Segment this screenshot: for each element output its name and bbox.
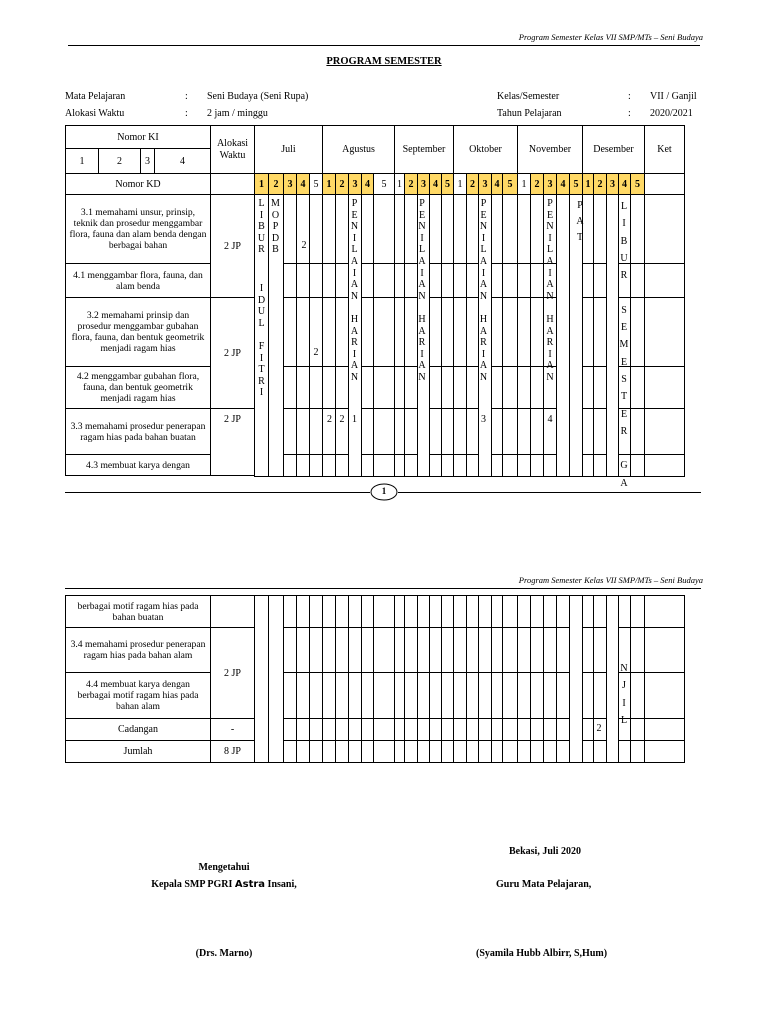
week-number: 2 bbox=[530, 173, 544, 195]
week-cell bbox=[517, 595, 531, 628]
week-number: 5 bbox=[441, 173, 454, 195]
week-cell-merged bbox=[268, 595, 284, 763]
nomor-kd-header: Nomor KD bbox=[65, 173, 211, 195]
libur-semester-vertical: L I B U R S E M E S T E R G A bbox=[619, 201, 629, 489]
week-cell bbox=[453, 297, 467, 367]
week-cell bbox=[517, 672, 531, 719]
week-number: 3 bbox=[417, 173, 430, 195]
week-cell bbox=[644, 366, 685, 409]
week-number: 3 bbox=[283, 173, 297, 195]
week-cell bbox=[517, 627, 531, 673]
week-cell bbox=[453, 263, 467, 298]
ki-2: 2 bbox=[98, 148, 141, 174]
week-cell bbox=[404, 408, 418, 455]
ki-1: 1 bbox=[65, 148, 99, 174]
week-cell bbox=[296, 595, 310, 628]
week-cell bbox=[296, 672, 310, 719]
week-cell bbox=[644, 263, 685, 298]
week-cell bbox=[530, 595, 544, 628]
week-cell bbox=[296, 408, 310, 455]
week-cell bbox=[502, 194, 518, 264]
week-cell bbox=[530, 408, 544, 455]
week-number: 1 bbox=[322, 173, 336, 195]
libur-vertical: L I B U R bbox=[257, 198, 266, 256]
week-cell bbox=[530, 454, 544, 477]
week-cell bbox=[543, 740, 557, 763]
pat-vertical: P A T bbox=[576, 200, 584, 243]
week-cell bbox=[543, 454, 557, 477]
week-cell bbox=[373, 740, 395, 763]
week-cell bbox=[630, 672, 645, 719]
week-cell bbox=[283, 297, 297, 367]
kepala-name: (Drs. Marno) bbox=[195, 948, 253, 959]
week-cell bbox=[296, 740, 310, 763]
week-cell bbox=[593, 366, 607, 409]
week-cell bbox=[335, 263, 349, 298]
week-cell bbox=[543, 627, 557, 673]
week-cell bbox=[322, 740, 336, 763]
guru-name: (Syamila Hubb Albirr, S,Hum) bbox=[476, 948, 608, 959]
info-mapel-value: Seni Budaya (Seni Rupa) bbox=[207, 91, 309, 102]
info-colon: : bbox=[185, 108, 188, 119]
week-cell bbox=[593, 595, 607, 628]
week-cell bbox=[309, 740, 323, 763]
week-cell bbox=[556, 672, 570, 719]
mopdb-vertical: M O P D B bbox=[271, 198, 280, 256]
kepala-prefix: Kepala SMP PGRI bbox=[151, 879, 235, 890]
ket-kd-blank bbox=[644, 173, 685, 195]
week-cell bbox=[644, 454, 685, 477]
week-cell bbox=[630, 263, 645, 298]
week-cell bbox=[283, 194, 297, 264]
week-cell bbox=[453, 408, 467, 455]
week-cell bbox=[335, 194, 349, 264]
cadangan-label: Cadangan bbox=[65, 718, 211, 741]
week-number: 3 bbox=[543, 173, 557, 195]
week-cell bbox=[322, 297, 336, 367]
week-cell bbox=[322, 595, 336, 628]
footer-rule-right bbox=[398, 492, 701, 493]
week-cell bbox=[644, 408, 685, 455]
week-cell bbox=[478, 595, 492, 628]
week-cell bbox=[404, 672, 418, 719]
info-colon: : bbox=[185, 91, 188, 102]
week-cell bbox=[404, 454, 418, 477]
week-cell bbox=[453, 194, 467, 264]
mengetahui-label: Mengetahui bbox=[198, 862, 250, 873]
header-rule bbox=[68, 45, 700, 46]
footer-rule-left bbox=[65, 492, 370, 493]
info-mapel-label: Mata Pelajaran bbox=[65, 91, 126, 102]
week-cell bbox=[517, 718, 531, 741]
ki-4: 4 bbox=[154, 148, 211, 174]
page-number: 1 bbox=[381, 486, 387, 496]
week-cell bbox=[644, 672, 685, 719]
week-cell bbox=[556, 740, 570, 763]
week-cell bbox=[530, 366, 544, 409]
week-cell bbox=[283, 595, 297, 628]
week-cell bbox=[530, 627, 544, 673]
penilaian-harian-september: P E N I L A I A N H A R I A N bbox=[418, 198, 426, 383]
week-number: 5 bbox=[502, 173, 518, 195]
jumlah-label: Jumlah bbox=[65, 740, 211, 763]
week-cell bbox=[630, 194, 645, 264]
week-number: 2 bbox=[404, 173, 418, 195]
week-cell bbox=[502, 672, 518, 719]
cell-value: 2 bbox=[339, 414, 345, 425]
week-cell bbox=[593, 672, 607, 719]
week-cell bbox=[593, 627, 607, 673]
week-cell bbox=[296, 718, 310, 741]
kd-row-4-4: 4.4 membuat karya dengan berbagai motif ragam hias pada bahan alam bbox=[65, 672, 211, 719]
info-kelas-label: Kelas/Semester bbox=[497, 91, 560, 102]
cell-value: 3 bbox=[481, 414, 486, 425]
week-cell bbox=[335, 297, 349, 367]
cell-value: 2 bbox=[327, 414, 332, 425]
cell-value: 2 bbox=[313, 347, 319, 358]
jumlah-jp: 8 JP bbox=[210, 740, 255, 763]
alokasi-jp-1: 2 JP bbox=[210, 194, 255, 298]
week-number: 2 bbox=[335, 173, 349, 195]
week-cell bbox=[644, 740, 685, 763]
week-cell bbox=[373, 595, 395, 628]
kepala-suffix: Insani, bbox=[265, 879, 297, 890]
week-cell bbox=[478, 627, 492, 673]
week-cell bbox=[322, 194, 336, 264]
week-cell-merged bbox=[569, 595, 583, 763]
info-tahun-label: Tahun Pelajaran bbox=[497, 108, 562, 119]
penilaian-harian-oktober: P E N I L A I A N H A R I A N bbox=[479, 198, 488, 383]
week-cell bbox=[517, 408, 531, 455]
info-colon: : bbox=[628, 108, 631, 119]
week-cell bbox=[309, 454, 323, 477]
week-cell bbox=[309, 627, 323, 673]
week-cell bbox=[373, 718, 395, 741]
week-cell bbox=[502, 366, 518, 409]
alokasi-kd-blank bbox=[210, 173, 255, 195]
week-cell bbox=[283, 366, 297, 409]
week-cell bbox=[543, 672, 557, 719]
week-number: 5 bbox=[309, 173, 323, 195]
week-cell bbox=[593, 194, 607, 264]
week-cell bbox=[309, 263, 323, 298]
week-cell bbox=[517, 454, 531, 477]
week-cell bbox=[502, 263, 518, 298]
week-cell bbox=[556, 627, 570, 673]
week-cell bbox=[283, 718, 297, 741]
month-header: Oktober bbox=[453, 125, 518, 174]
week-cell bbox=[453, 454, 467, 477]
week-number: 1 bbox=[582, 173, 594, 195]
week-cell bbox=[593, 408, 607, 455]
week-number: 4 bbox=[556, 173, 570, 195]
week-cell bbox=[335, 595, 349, 628]
week-cell bbox=[630, 454, 645, 477]
week-cell bbox=[404, 595, 418, 628]
week-cell bbox=[335, 718, 349, 741]
month-header: Agustus bbox=[322, 125, 395, 174]
week-cell bbox=[309, 595, 323, 628]
week-cell bbox=[322, 627, 336, 673]
week-cell bbox=[309, 718, 323, 741]
month-header: Juli bbox=[254, 125, 323, 174]
week-cell bbox=[296, 366, 310, 409]
penilaian-harian-november: P E N I L A I A N H A R I A N bbox=[546, 198, 554, 383]
kd-row-4-3: 4.3 membuat karya dengan bbox=[65, 454, 211, 476]
week-number: 3 bbox=[478, 173, 492, 195]
week-cell bbox=[453, 627, 467, 673]
week-cell bbox=[530, 297, 544, 367]
week-cell bbox=[309, 672, 323, 719]
week-cell bbox=[335, 366, 349, 409]
week-cell bbox=[593, 263, 607, 298]
week-cell bbox=[322, 263, 336, 298]
week-cell bbox=[517, 366, 531, 409]
page-header: Program Semester Kelas VII SMP/MTs – Seni Budaya bbox=[518, 575, 703, 585]
week-number: 2 bbox=[466, 173, 479, 195]
info-alokasi-value: 2 jam / minggu bbox=[207, 108, 268, 119]
week-number: 2 bbox=[593, 173, 607, 195]
week-cell bbox=[530, 740, 544, 763]
week-cell bbox=[530, 718, 544, 741]
week-cell bbox=[630, 595, 645, 628]
week-cell bbox=[296, 194, 310, 264]
week-cell bbox=[373, 672, 395, 719]
week-cell bbox=[502, 595, 518, 628]
week-number: 4 bbox=[491, 173, 503, 195]
week-cell bbox=[348, 627, 362, 673]
ket-header: Ket bbox=[644, 125, 685, 174]
place-date: Bekasi, Juli 2020 bbox=[509, 846, 581, 857]
week-cell-merged bbox=[556, 194, 570, 477]
month-header: Desember bbox=[582, 125, 645, 174]
week-cell bbox=[309, 408, 323, 455]
week-cell bbox=[530, 263, 544, 298]
alokasi-jp-3-text: 2 JP bbox=[224, 414, 241, 425]
week-cell bbox=[335, 740, 349, 763]
week-cell bbox=[335, 627, 349, 673]
week-cell bbox=[335, 672, 349, 719]
info-kelas-value: VII / Ganjil bbox=[650, 91, 697, 102]
kd-row-3-3: 3.3 memahami prosedur penerapan ragam hias pada bahan buatan bbox=[65, 408, 211, 455]
week-cell bbox=[309, 366, 323, 409]
week-cell bbox=[296, 297, 310, 367]
week-cell bbox=[644, 297, 685, 367]
week-cell bbox=[502, 454, 518, 477]
week-cell bbox=[283, 454, 297, 477]
month-header: September bbox=[394, 125, 454, 174]
week-cell bbox=[373, 194, 395, 264]
week-cell bbox=[373, 627, 395, 673]
week-cell bbox=[630, 408, 645, 455]
week-cell bbox=[502, 740, 518, 763]
info-tahun-value: 2020/2021 bbox=[650, 108, 693, 119]
week-cell bbox=[283, 740, 297, 763]
page-title: PROGRAM SEMESTER bbox=[326, 56, 442, 67]
week-cell bbox=[644, 718, 685, 741]
week-number: 5 bbox=[373, 173, 395, 195]
week-cell bbox=[502, 297, 518, 367]
week-cell bbox=[517, 297, 531, 367]
week-number: 4 bbox=[361, 173, 374, 195]
week-cell bbox=[373, 408, 395, 455]
month-header: November bbox=[517, 125, 583, 174]
week-cell bbox=[348, 595, 362, 628]
week-number: 2 bbox=[268, 173, 284, 195]
week-number: 1 bbox=[254, 173, 269, 195]
kepala-title bbox=[0, 879, 448, 890]
week-cell bbox=[453, 672, 467, 719]
week-cell bbox=[593, 454, 607, 477]
week-number: 3 bbox=[348, 173, 362, 195]
alokasi-jp-2: 2 JP bbox=[210, 297, 255, 409]
week-cell bbox=[283, 408, 297, 455]
week-number: 4 bbox=[296, 173, 310, 195]
kd-row-3-4: 3.4 memahami prosedur penerapan ragam hias pada bahan alam bbox=[65, 627, 211, 673]
kd-row-3-1: 3.1 memahami unsur, prinsip, teknik dan prosedur menggambar flora, fauna dan alam benda dengan berbagai bahan bbox=[65, 194, 211, 264]
week-number: 5 bbox=[630, 173, 645, 195]
week-cell bbox=[593, 740, 607, 763]
week-cell bbox=[453, 366, 467, 409]
week-cell bbox=[530, 194, 544, 264]
idul-fitri-vertical: I D U L F I T R I bbox=[257, 283, 266, 399]
week-cell bbox=[644, 627, 685, 673]
week-cell bbox=[630, 627, 645, 673]
week-cell bbox=[502, 718, 518, 741]
week-cell bbox=[373, 366, 395, 409]
penilaian-harian-agustus: P E N I L A I A N H A R I A N bbox=[350, 198, 359, 383]
week-cell bbox=[543, 718, 557, 741]
week-cell bbox=[296, 263, 310, 298]
header-rule bbox=[65, 588, 701, 589]
week-cell-merged bbox=[254, 595, 269, 763]
cell-value: 1 bbox=[352, 414, 357, 425]
guru-title: Guru Mata Pelajaran, bbox=[496, 879, 592, 890]
week-cell bbox=[502, 408, 518, 455]
week-cell bbox=[630, 740, 645, 763]
week-cell bbox=[283, 672, 297, 719]
week-number: 4 bbox=[618, 173, 631, 195]
week-cell bbox=[630, 297, 645, 367]
info-colon: : bbox=[628, 91, 631, 102]
week-number: 1 bbox=[394, 173, 405, 195]
week-cell bbox=[478, 672, 492, 719]
week-number: 1 bbox=[453, 173, 467, 195]
week-cell bbox=[644, 194, 685, 264]
week-cell bbox=[453, 740, 467, 763]
week-cell bbox=[593, 297, 607, 367]
week-cell bbox=[630, 718, 645, 741]
week-number: 4 bbox=[429, 173, 442, 195]
nomor-ki-header: Nomor KI bbox=[65, 125, 211, 149]
week-number: 1 bbox=[517, 173, 531, 195]
cell-value: 4 bbox=[547, 414, 553, 425]
week-cell bbox=[556, 718, 570, 741]
week-cell bbox=[478, 740, 492, 763]
alokasi-jp-4: 2 JP bbox=[210, 627, 255, 719]
week-cell bbox=[373, 297, 395, 367]
week-cell bbox=[373, 263, 395, 298]
week-cell bbox=[530, 672, 544, 719]
week-cell bbox=[556, 595, 570, 628]
week-cell bbox=[348, 718, 362, 741]
week-cell bbox=[322, 672, 336, 719]
week-cell bbox=[404, 740, 418, 763]
kd-row-4-3-cont: berbagai motif ragam hias pada bahan buatan bbox=[65, 595, 211, 628]
week-cell bbox=[283, 627, 297, 673]
week-cell bbox=[502, 627, 518, 673]
week-cell bbox=[630, 366, 645, 409]
week-number: 3 bbox=[606, 173, 619, 195]
week-cell bbox=[335, 454, 349, 477]
week-cell bbox=[644, 595, 685, 628]
week-cell bbox=[322, 366, 336, 409]
week-cell bbox=[517, 263, 531, 298]
week-cell bbox=[453, 718, 467, 741]
week-cell bbox=[404, 718, 418, 741]
week-cell bbox=[283, 263, 297, 298]
cell-value: 2 bbox=[596, 723, 602, 734]
njil-vertical: N J I L bbox=[620, 663, 628, 726]
alokasi-blank-p2 bbox=[210, 595, 255, 628]
kd-row-3-2: 3.2 memahami prinsip dan prosedur menggambar gubahan flora, fauna, dan bentuk geometrik menjadi ragam hias bbox=[65, 297, 211, 367]
week-cell bbox=[373, 454, 395, 477]
ki-3: 3 bbox=[140, 148, 155, 174]
kepala-brand: Astra bbox=[234, 879, 266, 890]
week-cell bbox=[348, 672, 362, 719]
week-cell bbox=[322, 454, 336, 477]
page-header: Program Semester Kelas VII SMP/MTs – Seni Budaya bbox=[518, 32, 703, 42]
week-cell bbox=[296, 627, 310, 673]
week-cell bbox=[404, 627, 418, 673]
week-cell bbox=[348, 740, 362, 763]
cadangan-jp: - bbox=[210, 718, 255, 741]
kd-row-4-2: 4.2 menggambar gubahan flora, fauna, dan bentuk geometrik menjadi ragam hias bbox=[65, 366, 211, 409]
info-alokasi-label: Alokasi Waktu bbox=[65, 108, 125, 119]
cell-value: 2 bbox=[301, 240, 307, 251]
week-cell bbox=[309, 194, 323, 264]
week-cell bbox=[543, 595, 557, 628]
week-cell bbox=[517, 194, 531, 264]
week-cell bbox=[478, 718, 492, 741]
kd-row-4-1: 4.1 menggambar flora, fauna, dan alam benda bbox=[65, 263, 211, 298]
week-cell bbox=[517, 740, 531, 763]
week-cell bbox=[322, 718, 336, 741]
week-cell bbox=[296, 454, 310, 477]
week-cell bbox=[453, 595, 467, 628]
week-number: 5 bbox=[569, 173, 583, 195]
alokasi-header: Alokasi Waktu bbox=[210, 125, 255, 174]
